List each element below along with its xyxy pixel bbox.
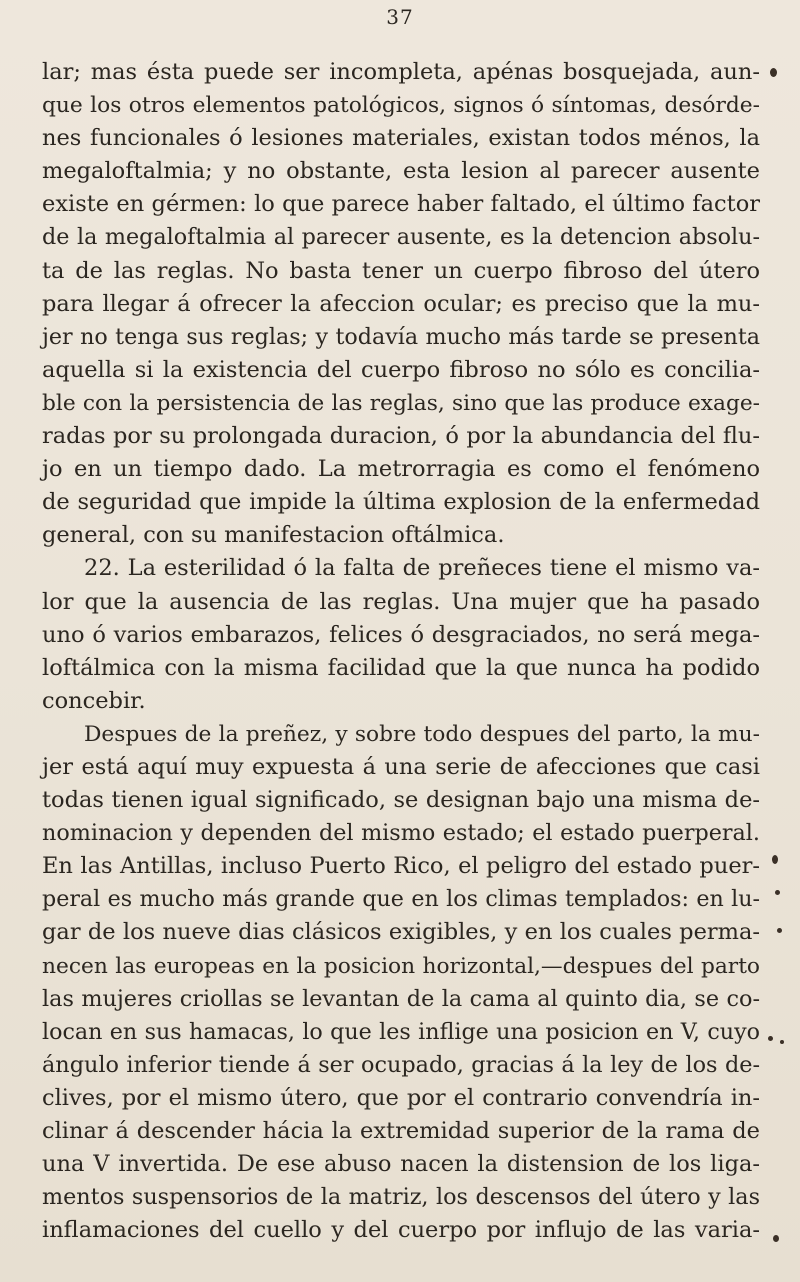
- text-line: inflamaciones del cuello y del cuerpo por influjo de las varia-: [42, 1217, 760, 1244]
- text-line: ángulo inferior tiende á ser ocupado, gracias á la ley de los de-: [42, 1051, 760, 1078]
- ink-speck: [777, 928, 782, 933]
- text-line: una V invertida. De ese abuso nacen la distension de los liga-: [42, 1151, 760, 1178]
- text-line: En las Antillas, incluso Puerto Rico, el peligro del estado puer-: [42, 853, 760, 880]
- text-line: mentos suspensorios de la matriz, los descensos del útero y las: [42, 1184, 760, 1211]
- ink-speck: [768, 1036, 773, 1041]
- text-line: loftálmica con la misma facilidad que la que nunca ha podido: [42, 654, 760, 681]
- text-line: ta de las reglas. No basta tener un cuerpo fibroso del útero: [42, 257, 760, 284]
- ink-speck: [770, 68, 777, 77]
- ink-speck: [780, 1040, 784, 1044]
- text-line: concebir.: [42, 687, 146, 714]
- text-line: 22. La esterilidad ó la falta de preñeces tiene el mismo va-: [84, 555, 760, 582]
- text-line: nominacion y dependen del mismo estado; el estado puerperal.: [42, 820, 760, 847]
- text-line: de seguridad que impide la última explosion de la enfermedad: [42, 489, 760, 516]
- text-line: aquella si la existencia del cuerpo fibroso no sólo es concilia-: [42, 356, 760, 383]
- text-line: que los otros elementos patológicos, signos ó síntomas, desórde-: [42, 93, 760, 119]
- text-line: las mujeres criollas se levantan de la cama al quinto dia, se co-: [42, 985, 760, 1012]
- text-line: locan en sus hamacas, lo que les inflige una posicion en V, cuyo: [42, 1018, 760, 1045]
- text-line: general, con su manifestacion oftálmica.: [42, 522, 505, 549]
- ink-speck: [775, 890, 780, 895]
- text-line: todas tienen igual significado, se designan bajo una misma de-: [42, 787, 760, 814]
- text-line: clives, por el mismo útero, que por el contrario convendría in-: [42, 1084, 760, 1111]
- text-line: clinar á descender hácia la extremidad superior de la rama de: [42, 1118, 760, 1144]
- text-line: nes funcionales ó lesiones materiales, existan todos ménos, la: [42, 125, 760, 152]
- text-line: gar de los nueve dias clásicos exigibles, y en los cuales perma-: [42, 919, 760, 946]
- text-line: jo en un tiempo dado. La metrorragia es como el fenómeno: [42, 456, 760, 483]
- text-line: Despues de la preñez, y sobre todo despues del parto, la mu-: [84, 721, 760, 747]
- text-line: de la megaloftalmia al parecer ausente, es la detencion absolu-: [42, 224, 760, 251]
- text-line: lor que la ausencia de las reglas. Una mujer que ha pasado: [42, 588, 760, 615]
- text-line: megaloftalmia; y no obstante, esta lesion al parecer ausente: [42, 158, 760, 185]
- ink-speck: [772, 855, 778, 864]
- text-line: jer no tenga sus reglas; y todavía mucho más tarde se presenta: [42, 323, 760, 350]
- text-line: uno ó varios embarazos, felices ó desgraciados, no será mega-: [42, 621, 760, 648]
- text-line: peral es mucho más grande que en los climas templados: en lu-: [42, 886, 760, 913]
- ink-speck: [773, 1235, 779, 1242]
- text-line: necen las europeas en la posicion horizontal,—despues del parto: [42, 953, 760, 979]
- text-line: jer está aquí muy expuesta á una serie de afecciones que casi: [42, 753, 760, 780]
- text-line: ble con la persistencia de las reglas, sino que las produce exage-: [42, 390, 760, 416]
- text-line: radas por su prolongada duracion, ó por la abundancia del flu-: [42, 423, 760, 450]
- text-line: para llegar á ofrecer la afeccion ocular; es preciso que la mu-: [42, 290, 760, 317]
- page-number: 37: [386, 5, 414, 29]
- text-line: existe en gérmen: lo que parece haber faltado, el último factor: [42, 191, 760, 218]
- text-line: lar; mas ésta puede ser incompleta, apénas bosquejada, aun-: [42, 59, 760, 85]
- body-text: [42, 56, 760, 1247]
